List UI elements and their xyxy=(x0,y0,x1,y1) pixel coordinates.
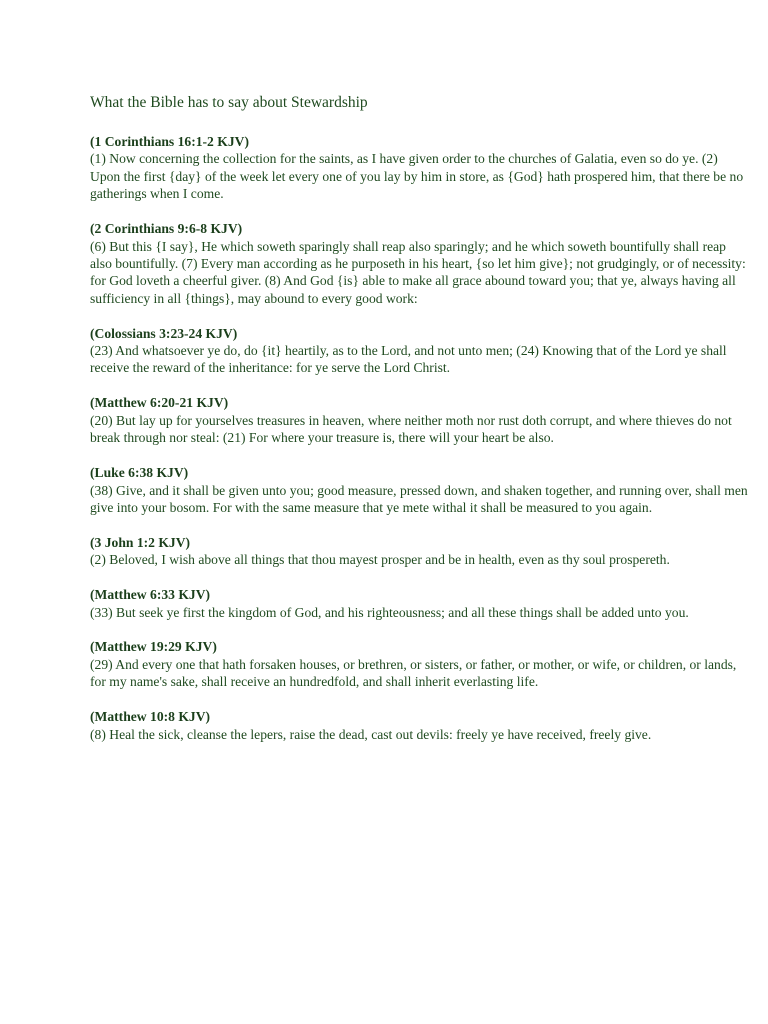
passage-reference: (2 Corinthians 9:6-8 KJV) xyxy=(90,221,243,237)
passage xyxy=(90,220,750,307)
passage xyxy=(90,586,750,621)
passage xyxy=(90,638,750,690)
passage-reference: (Colossians 3:23-24 KJV) xyxy=(90,325,238,341)
passage xyxy=(90,394,750,446)
passage-text: (29) And every one that hath forsaken houses, or brethren, or sisters, or father, or mother, or wife, or children, or lands, for my name's sake, shall receive an hundredfold, and shall inherit everlasting life. xyxy=(90,656,737,690)
passage-reference: (Matthew 6:33 KJV) xyxy=(90,587,211,603)
passage-reference: (3 John 1:2 KJV) xyxy=(90,534,191,550)
passage-text: (20) But lay up for yourselves treasures in heaven, where neither moth nor rust doth corrupt, and where thieves do not break through nor steal: (21) For where your treasure is, there will your heart be also. xyxy=(90,412,732,446)
passage xyxy=(90,534,750,569)
passage-text: (33) But seek ye first the kingdom of God, and his righteousness; and all these things shall be added unto you. xyxy=(90,604,689,620)
passage-reference: (Matthew 6:20-21 KJV) xyxy=(90,395,229,411)
passage xyxy=(90,708,750,743)
passage xyxy=(90,464,750,516)
passage-text: (38) Give, and it shall be given unto you; good measure, pressed down, and shaken together, and running over, shall men give into your bosom. For with the same measure that ye mete withal it shall be measured to you again. xyxy=(90,482,748,515)
passage-reference: (Matthew 19:29 KJV) xyxy=(90,639,217,655)
passage-text: (23) And whatsoever ye do, do {it} heartily, as to the Lord, and not unto men; (24) Knowing that of the Lord ye shall receive the reward of the inheritance: for ye serve the Lord Christ. xyxy=(90,343,727,376)
passage-text: (6) But this {I say}, He which soweth sparingly shall reap also sparingly; and he which soweth bountifully shall reap also bountifully. (7) Every man according as he purposeth in his heart, {so let him give}; not grudgingly, or of necessity: for God loveth a cheerful giver. (8) And God {is} able to make all grace abound toward you; that ye, always having all sufficiency in all {things}, may abound to every good work: xyxy=(90,238,746,306)
passage xyxy=(90,325,750,377)
passage-text: (2) Beloved, I wish above all things that thou mayest prosper and be in health, even as thy soul prospereth. xyxy=(90,552,670,568)
passage-reference: (1 Corinthians 16:1-2 KJV) xyxy=(90,134,249,149)
page-title: What the Bible has to say about Stewardship xyxy=(90,94,368,111)
document-page xyxy=(90,94,750,760)
passage-reference: (Matthew 10:8 KJV) xyxy=(90,709,211,725)
passage xyxy=(90,133,750,203)
passage-text: (1) Now concerning the collection for the saints, as I have given order to the churches of Galatia, even so do ye. (2) Upon the first {day} of the week let every one of you lay by him in store, as {God} hath prospered him, that there be no gatherings when I come. xyxy=(90,151,744,202)
passage-reference: (Luke 6:38 KJV) xyxy=(90,465,189,481)
passage-text: (8) Heal the sick, cleanse the lepers, raise the dead, cast out devils: freely ye have received, freely give. xyxy=(90,726,652,742)
